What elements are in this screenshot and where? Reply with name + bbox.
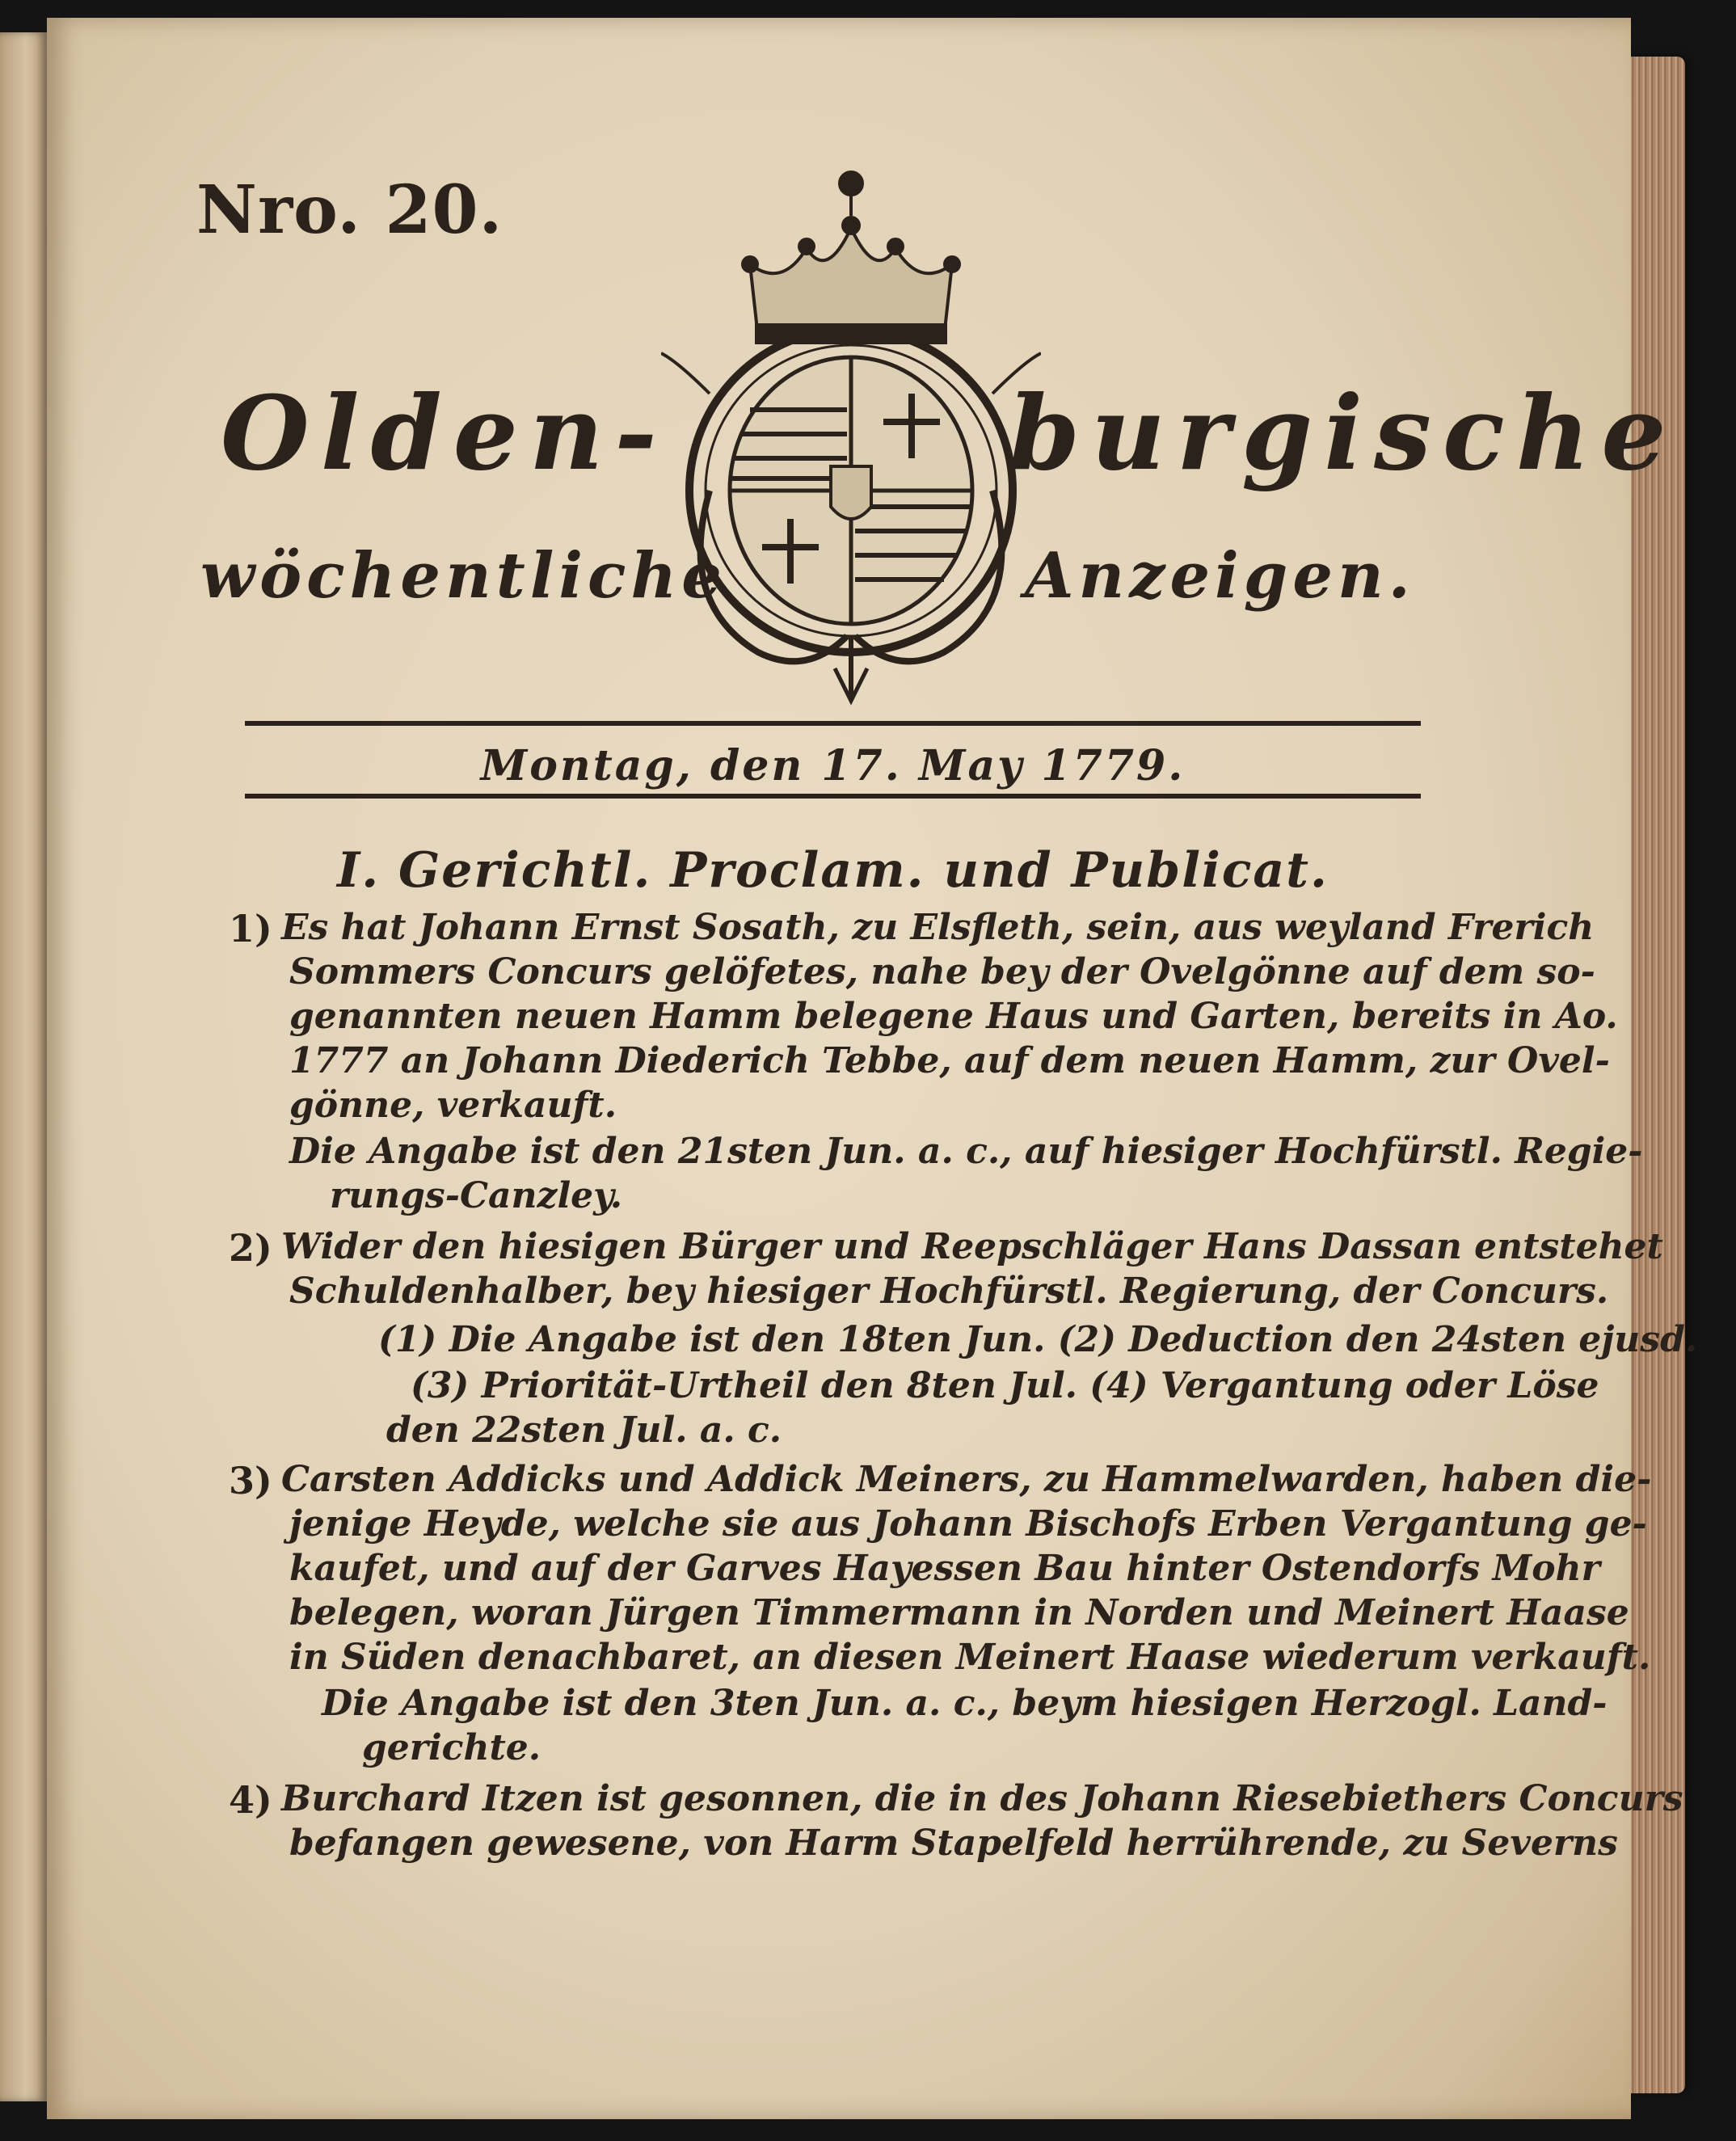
facing-page-edge [0, 32, 47, 2101]
title-right: burgische [1009, 373, 1678, 493]
text-line: Wider den hiesigen Bürger und Reepschläger Hans Dassan entstehet [281, 1226, 1663, 1267]
text-line: (1) Die Angabe ist den 18ten Jun. (2) Deduction den 24sten ejusd. [378, 1319, 1698, 1360]
issue-number: Nro. 20. [196, 171, 504, 249]
item-number: 1) [229, 907, 272, 950]
text-line: gerichte. [362, 1727, 541, 1768]
text-line: Die Angabe ist den 3ten Jun. a. c., beym hiesigen Herzogl. Land- [322, 1683, 1607, 1724]
text-line: genannten neuen Hamm belegene Haus und Garten, bereits in Ao. [289, 996, 1618, 1037]
item-number: 3) [229, 1459, 272, 1502]
text-line: (3) Priorität-Urtheil den 8ten Jul. (4) Vergantung oder Löse [411, 1365, 1599, 1406]
rule-bottom [245, 794, 1421, 799]
text-line: Die Angabe ist den 21sten Jun. a. c., auf hiesiger Hochfürstl. Regie- [289, 1131, 1643, 1172]
text-line: kaufet, und auf der Garves Hayessen Bau hinter Ostendorfs Mohr [289, 1548, 1600, 1589]
item-number: 4) [229, 1778, 272, 1822]
coat-of-arms-crest [661, 151, 1041, 709]
text-line: Sommers Concurs gelöfetes, nahe bey der Ovelgönne auf dem so- [289, 951, 1595, 993]
text-line: Es hat Johann Ernst Sosath, zu Elsfleth, sein, aus weyland Frerich [281, 907, 1595, 948]
text-line: gönne, verkauft. [289, 1085, 617, 1126]
text-line: 1777 an Johann Diederich Tebbe, auf dem neuen Hamm, zur Ovel- [289, 1040, 1610, 1081]
section-heading: I. Gerichtl. Proclam. und Publicat. [337, 842, 1329, 899]
text-line: Carsten Addicks und Addick Meiners, zu Hammelwarden, haben die- [281, 1459, 1652, 1500]
text-line: Burchard Itzen ist gesonnen, die in des Johann Riesebiethers Concurs [281, 1778, 1683, 1819]
text-line: den 22sten Jul. a. c. [386, 1410, 782, 1451]
text-line: Schuldenhalber, bey hiesiger Hochfürstl. Regierung, der Concurs. [289, 1271, 1609, 1312]
item-number: 2) [229, 1226, 272, 1270]
text-line: befangen gewesene, von Harm Stapelfeld herrührende, zu Severns [289, 1823, 1618, 1864]
newspaper-page [47, 18, 1698, 2119]
text-line: jenige Heyde, welche sie aus Johann Bischofs Erben Vergantung ge- [289, 1503, 1647, 1545]
rule-top [245, 721, 1421, 726]
dateline: Montag, den 17. May 1779. [480, 741, 1186, 790]
subtitle-left: wöchentliche [200, 539, 727, 613]
text-line: rungs-Canzley. [330, 1175, 623, 1216]
title-left: Olden- [221, 373, 668, 493]
text-line: in Süden denachbaret, an diesen Meinert Haase wiederum verkauft. [289, 1637, 1651, 1678]
subtitle-right: Anzeigen. [1025, 539, 1415, 613]
text-line: belegen, woran Jürgen Timmermann in Norden und Meinert Haase [289, 1592, 1629, 1633]
